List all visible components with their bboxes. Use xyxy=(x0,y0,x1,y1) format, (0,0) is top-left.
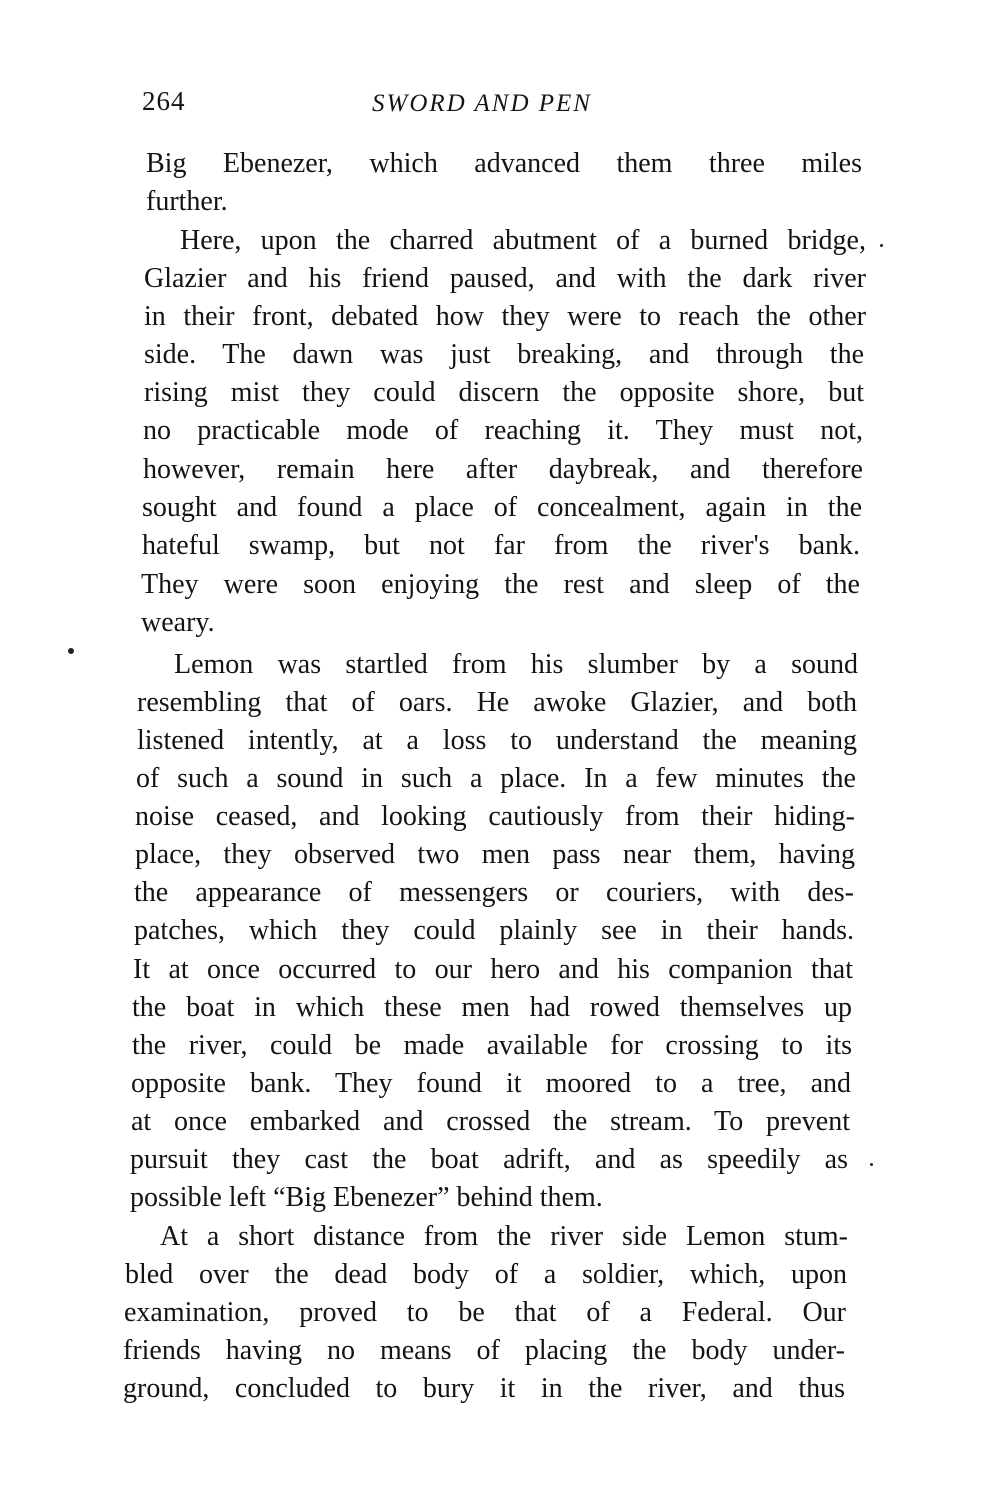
text-line: side. The dawn was just breaking, and through the xyxy=(144,339,864,370)
text-line: ground, concluded to bury it in the river, and thus xyxy=(123,1373,845,1404)
running-title: SWORD AND PEN xyxy=(372,90,592,117)
ink-speck xyxy=(880,244,883,247)
text-line: rising mist they could discern the opposite shore, but xyxy=(144,377,864,408)
text-line: possible left “Big Ebenezer” behind them. xyxy=(130,1182,603,1213)
text-line: further. xyxy=(146,186,228,217)
text-line: listened intently, at a loss to understand the meaning xyxy=(137,725,857,756)
text-line: the appearance of messengers or couriers, with des- xyxy=(134,877,854,908)
running-head xyxy=(142,86,862,126)
ink-speck xyxy=(870,1163,873,1166)
text-line: no practicable mode of reaching it. They must not, xyxy=(143,415,863,446)
page-number: 264 xyxy=(142,86,186,116)
text-line: place, they observed two men pass near them, having xyxy=(135,839,855,870)
text-line: They were soon enjoying the rest and sleep of the xyxy=(141,569,860,600)
text-line: the boat in which these men had rowed themselves up xyxy=(132,992,852,1023)
text-line: in their front, debated how they were to reach the other xyxy=(144,301,866,332)
text-line: sought and found a place of concealment, again in the xyxy=(142,492,862,523)
text-line: of such a sound in such a place. In a few minutes the xyxy=(136,763,856,794)
paragraph-start-line: Here, upon the charred abutment of a burned bridge, xyxy=(180,225,866,256)
paragraph-start-line: At a short distance from the river side Lemon stum- xyxy=(160,1221,848,1252)
text-line: resembling that of oars. He awoke Glazier, and both xyxy=(137,687,857,718)
text-line: patches, which they could plainly see in their hands. xyxy=(134,915,854,946)
paragraph-start-line: Lemon was startled from his slumber by a sound xyxy=(174,649,858,680)
text-line: examination, proved to be that of a Federal. Our xyxy=(124,1297,846,1328)
text-line: friends having no means of placing the body under- xyxy=(123,1335,845,1366)
text-line: pursuit they cast the boat adrift, and as speedily as xyxy=(130,1144,848,1175)
text-line: at once embarked and crossed the stream. To prevent xyxy=(131,1106,850,1137)
text-line: the river, could be made available for crossing to its xyxy=(132,1030,852,1061)
ink-speck xyxy=(68,648,74,654)
text-line: weary. xyxy=(141,607,215,638)
text-line: Big Ebenezer, which advanced them three miles xyxy=(146,148,862,179)
text-line: hateful swamp, but not far from the river's bank. xyxy=(142,530,860,561)
text-line: It at once occurred to our hero and his companion that xyxy=(133,954,853,985)
text-line: opposite bank. They found it moored to a tree, and xyxy=(131,1068,851,1099)
text-line: bled over the dead body of a soldier, which, upon xyxy=(125,1259,847,1290)
text-line: Glazier and his friend paused, and with the dark river xyxy=(144,263,866,294)
text-line: however, remain here after daybreak, and therefore xyxy=(143,454,863,485)
text-line: noise ceased, and looking cautiously from their hiding- xyxy=(135,801,855,832)
